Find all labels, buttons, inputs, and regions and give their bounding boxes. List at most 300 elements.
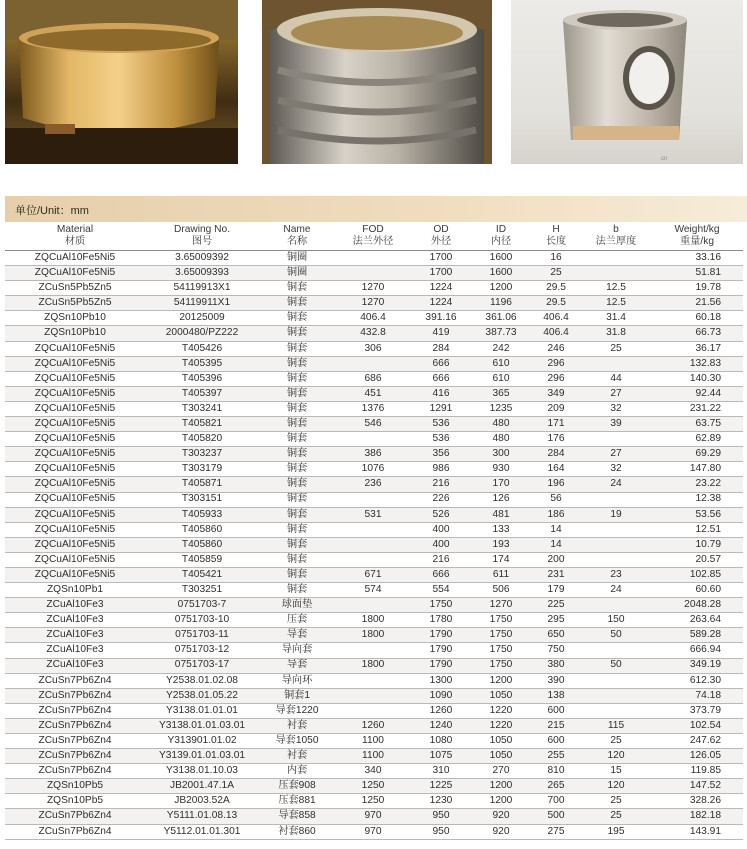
table-row — [5, 598, 743, 613]
cell-weight: 2048.28 — [651, 598, 743, 613]
cell-material: ZCuSn7Pb6Zn4 — [5, 718, 145, 733]
cell-name: 铜圈 — [259, 251, 335, 266]
cell-id: 133 — [471, 522, 531, 537]
cell-b: 27 — [581, 386, 651, 401]
cell-h: 246 — [531, 341, 581, 356]
cell-b: 24 — [581, 583, 651, 598]
cell-b: 50 — [581, 658, 651, 673]
cell-name: 铜套 — [259, 507, 335, 522]
table-row — [5, 718, 743, 733]
cell-weight: 263.64 — [651, 613, 743, 628]
cell-id: 610 — [471, 356, 531, 371]
cell-b — [581, 598, 651, 613]
cell-name: 铜套 — [259, 583, 335, 598]
cell-name: 铜套 — [259, 326, 335, 341]
cell-fod: 546 — [335, 417, 411, 432]
cell-name: 压套 — [259, 613, 335, 628]
cell-drawing-no: 54119913X1 — [145, 281, 259, 296]
cell-fod — [335, 251, 411, 266]
cell-drawing-no: Y3138.01.01.03.01 — [145, 718, 259, 733]
cell-drawing-no: JB2003.52A — [145, 794, 259, 809]
cell-material: ZQCuAl10Fe5Ni5 — [5, 371, 145, 386]
cell-b: 44 — [581, 371, 651, 386]
cell-fod: 406.4 — [335, 311, 411, 326]
cell-h: 215 — [531, 718, 581, 733]
table-row — [5, 749, 743, 764]
table-row — [5, 477, 743, 492]
cell-b: 32 — [581, 401, 651, 416]
cell-name: 压套881 — [259, 794, 335, 809]
cell-fod — [335, 688, 411, 703]
cell-drawing-no: 3.65009393 — [145, 266, 259, 281]
table-row — [5, 281, 743, 296]
cell-od: 1225 — [411, 779, 471, 794]
cell-material: ZCuAl10Fe3 — [5, 643, 145, 658]
cell-id: 387.73 — [471, 326, 531, 341]
cell-h: 196 — [531, 477, 581, 492]
cell-weight: 74.18 — [651, 688, 743, 703]
cell-h: 200 — [531, 552, 581, 567]
cell-weight: 12.38 — [651, 492, 743, 507]
table-row — [5, 809, 743, 824]
cell-fod — [335, 673, 411, 688]
cell-b — [581, 688, 651, 703]
cell-material: ZQCuAl10Fe5Ni5 — [5, 522, 145, 537]
header-id: ID 内径 — [471, 222, 531, 251]
cell-h: 295 — [531, 613, 581, 628]
cell-b: 115 — [581, 718, 651, 733]
table-row — [5, 492, 743, 507]
cell-fod: 236 — [335, 477, 411, 492]
cell-id: 1220 — [471, 703, 531, 718]
cell-weight: 51.81 — [651, 266, 743, 281]
cell-fod: 306 — [335, 341, 411, 356]
cell-h: 56 — [531, 492, 581, 507]
cell-drawing-no: T303241 — [145, 401, 259, 416]
cell-name: 铜套 — [259, 537, 335, 552]
cell-fod: 686 — [335, 371, 411, 386]
cell-drawing-no: 2000480/PZ222 — [145, 326, 259, 341]
cell-weight: 10.79 — [651, 537, 743, 552]
cell-drawing-no: 20125009 — [145, 311, 259, 326]
cell-name: 铜套 — [259, 447, 335, 462]
cell-h: 500 — [531, 809, 581, 824]
cell-fod: 1260 — [335, 718, 411, 733]
cell-weight: 589.28 — [651, 628, 743, 643]
cell-weight: 119.85 — [651, 764, 743, 779]
cell-h: 600 — [531, 703, 581, 718]
cell-b: 31.4 — [581, 311, 651, 326]
cell-name: 铜套 — [259, 462, 335, 477]
cell-drawing-no: T303237 — [145, 447, 259, 462]
cell-fod: 1250 — [335, 794, 411, 809]
cell-name: 导向套 — [259, 643, 335, 658]
cell-name: 铜套 — [259, 311, 335, 326]
cell-material: ZQCuAl10Fe5Ni5 — [5, 477, 145, 492]
cell-b — [581, 266, 651, 281]
cell-od: 1291 — [411, 401, 471, 416]
cell-h: 255 — [531, 749, 581, 764]
cell-b: 195 — [581, 824, 651, 839]
cell-drawing-no: Y5111.01.08.13 — [145, 809, 259, 824]
cell-id: 920 — [471, 809, 531, 824]
cell-h: 25 — [531, 266, 581, 281]
cell-material: ZCuAl10Fe3 — [5, 613, 145, 628]
cell-fod: 1376 — [335, 401, 411, 416]
cell-od: 216 — [411, 552, 471, 567]
cell-name: 铜套 — [259, 492, 335, 507]
cell-od: 1700 — [411, 251, 471, 266]
cell-od: 1224 — [411, 296, 471, 311]
cell-b — [581, 673, 651, 688]
cell-b — [581, 251, 651, 266]
cell-weight: 132.83 — [651, 356, 743, 371]
cell-od: 986 — [411, 462, 471, 477]
cell-h: 265 — [531, 779, 581, 794]
cell-material: ZQCuAl10Fe5Ni5 — [5, 266, 145, 281]
table-row — [5, 688, 743, 703]
table-row — [5, 432, 743, 447]
cell-drawing-no: 0751703-12 — [145, 643, 259, 658]
cell-id: 1200 — [471, 779, 531, 794]
photo-flanged-sleeve — [262, 0, 492, 164]
cell-h: 700 — [531, 794, 581, 809]
cell-od: 666 — [411, 356, 471, 371]
table-row — [5, 386, 743, 401]
cell-id: 930 — [471, 462, 531, 477]
cell-od: 536 — [411, 417, 471, 432]
cell-weight: 143.91 — [651, 824, 743, 839]
cell-material: ZCuAl10Fe3 — [5, 598, 145, 613]
table-row — [5, 613, 743, 628]
cell-b: 25 — [581, 734, 651, 749]
cell-b — [581, 552, 651, 567]
table-row — [5, 764, 743, 779]
cell-id: 610 — [471, 371, 531, 386]
cell-weight: 373.79 — [651, 703, 743, 718]
cell-drawing-no: T405421 — [145, 567, 259, 582]
cell-id: 1200 — [471, 281, 531, 296]
table-row — [5, 567, 743, 582]
cell-material: ZQCuAl10Fe5Ni5 — [5, 492, 145, 507]
cell-name: 铜套 — [259, 522, 335, 537]
table-header-row — [5, 222, 743, 251]
cell-id: 1750 — [471, 613, 531, 628]
cell-h: 406.4 — [531, 311, 581, 326]
cell-id: 193 — [471, 537, 531, 552]
cell-weight: 666.94 — [651, 643, 743, 658]
cell-id: 270 — [471, 764, 531, 779]
cell-h: 14 — [531, 522, 581, 537]
cell-weight: 23.22 — [651, 477, 743, 492]
cell-fod — [335, 522, 411, 537]
cell-b — [581, 537, 651, 552]
cell-od: 400 — [411, 522, 471, 537]
header-drawing-no: Drawing No. 图号 — [145, 222, 259, 251]
cell-weight: 60.18 — [651, 311, 743, 326]
cell-drawing-no: T303151 — [145, 492, 259, 507]
cell-drawing-no: T405395 — [145, 356, 259, 371]
cell-od: 310 — [411, 764, 471, 779]
cell-name: 导套1050 — [259, 734, 335, 749]
table-row — [5, 734, 743, 749]
cell-material: ZQCuAl10Fe5Ni5 — [5, 356, 145, 371]
cell-material: ZQCuAl10Fe5Ni5 — [5, 341, 145, 356]
table-row — [5, 462, 743, 477]
cell-b: 31.8 — [581, 326, 651, 341]
cell-h: 390 — [531, 673, 581, 688]
cell-fod: 1100 — [335, 749, 411, 764]
cell-h: 406.4 — [531, 326, 581, 341]
cell-h: 296 — [531, 356, 581, 371]
cell-id: 1600 — [471, 266, 531, 281]
table-row — [5, 447, 743, 462]
cell-h: 600 — [531, 734, 581, 749]
cell-fod — [335, 537, 411, 552]
cell-od: 1224 — [411, 281, 471, 296]
cell-od: 391.16 — [411, 311, 471, 326]
cell-drawing-no: Y3138.01.01.01 — [145, 703, 259, 718]
cell-weight: 147.52 — [651, 779, 743, 794]
cell-h: 231 — [531, 567, 581, 582]
cell-name: 衬套 — [259, 749, 335, 764]
cell-fod: 671 — [335, 567, 411, 582]
cell-od: 1300 — [411, 673, 471, 688]
cell-b: 25 — [581, 341, 651, 356]
cell-material: ZQCuAl10Fe5Ni5 — [5, 507, 145, 522]
cell-b: 120 — [581, 749, 651, 764]
cell-name: 衬套860 — [259, 824, 335, 839]
cell-fod: 574 — [335, 583, 411, 598]
cell-material: ZQSn10Pb1 — [5, 583, 145, 598]
cell-weight: 231.22 — [651, 401, 743, 416]
cell-name: 内套 — [259, 764, 335, 779]
cell-b: 12.5 — [581, 296, 651, 311]
cell-od: 216 — [411, 477, 471, 492]
cell-drawing-no: T405397 — [145, 386, 259, 401]
cell-od: 1090 — [411, 688, 471, 703]
cell-id: 506 — [471, 583, 531, 598]
cell-od: 419 — [411, 326, 471, 341]
cell-weight: 140.30 — [651, 371, 743, 386]
cell-b: 120 — [581, 779, 651, 794]
cell-b: 39 — [581, 417, 651, 432]
cell-fod — [335, 703, 411, 718]
cell-od: 1790 — [411, 658, 471, 673]
cell-weight: 69.29 — [651, 447, 743, 462]
cell-weight: 12.51 — [651, 522, 743, 537]
cell-id: 1196 — [471, 296, 531, 311]
cell-h: 171 — [531, 417, 581, 432]
cell-id: 126 — [471, 492, 531, 507]
product-photos — [0, 0, 747, 170]
cell-id: 1200 — [471, 794, 531, 809]
cell-material: ZCuAl10Fe3 — [5, 628, 145, 643]
cell-material: ZQCuAl10Fe5Ni5 — [5, 462, 145, 477]
cell-id: 1270 — [471, 598, 531, 613]
cell-h: 380 — [531, 658, 581, 673]
cell-fod: 340 — [335, 764, 411, 779]
cell-id: 174 — [471, 552, 531, 567]
cell-b: 15 — [581, 764, 651, 779]
cell-id: 1750 — [471, 643, 531, 658]
cell-weight: 328.26 — [651, 794, 743, 809]
cell-name: 铜套 — [259, 296, 335, 311]
cell-weight: 21.56 — [651, 296, 743, 311]
cell-name: 球面垫 — [259, 598, 335, 613]
table-row — [5, 341, 743, 356]
cell-id: 1600 — [471, 251, 531, 266]
cell-material: ZCuSn7Pb6Zn4 — [5, 764, 145, 779]
table-row — [5, 522, 743, 537]
cell-material: ZCuSn7Pb6Zn4 — [5, 703, 145, 718]
cell-fod: 432.8 — [335, 326, 411, 341]
cell-name: 铜套 — [259, 281, 335, 296]
unit-label: 单位/Unit：mm — [15, 205, 89, 217]
cell-h: 349 — [531, 386, 581, 401]
cell-h: 176 — [531, 432, 581, 447]
bushing-spec-table — [5, 222, 743, 840]
cell-od: 950 — [411, 809, 471, 824]
cell-material: ZQCuAl10Fe5Ni5 — [5, 432, 145, 447]
cell-weight: 612.30 — [651, 673, 743, 688]
unit-bar — [5, 196, 747, 222]
header-name: Name 名称 — [259, 222, 335, 251]
cell-b — [581, 703, 651, 718]
cell-id: 1050 — [471, 688, 531, 703]
cell-fod: 1270 — [335, 281, 411, 296]
cell-id: 1200 — [471, 673, 531, 688]
cell-fod — [335, 432, 411, 447]
cell-material: ZQCuAl10Fe5Ni5 — [5, 567, 145, 582]
cell-fod: 451 — [335, 386, 411, 401]
cell-material: ZCuSn5Pb5Zn5 — [5, 281, 145, 296]
cell-name: 铜套 — [259, 477, 335, 492]
cell-name: 铜圈 — [259, 266, 335, 281]
cell-drawing-no: T405860 — [145, 537, 259, 552]
cell-fod: 1270 — [335, 296, 411, 311]
cell-fod — [335, 356, 411, 371]
cell-material: ZQSn10Pb10 — [5, 326, 145, 341]
table-row — [5, 326, 743, 341]
cell-h: 284 — [531, 447, 581, 462]
cell-h: 186 — [531, 507, 581, 522]
cell-material: ZCuSn7Pb6Zn4 — [5, 749, 145, 764]
header-material: Material 材质 — [5, 222, 145, 251]
cell-drawing-no: T303251 — [145, 583, 259, 598]
cell-material: ZCuSn7Pb6Zn4 — [5, 734, 145, 749]
cell-name: 导套858 — [259, 809, 335, 824]
cell-fod — [335, 598, 411, 613]
cell-h: 14 — [531, 537, 581, 552]
cell-od: 1260 — [411, 703, 471, 718]
cell-b: 25 — [581, 809, 651, 824]
cell-name: 铜套 — [259, 417, 335, 432]
cell-od: 950 — [411, 824, 471, 839]
cell-material: ZCuSn7Pb6Zn4 — [5, 688, 145, 703]
table-row — [5, 794, 743, 809]
cell-b — [581, 432, 651, 447]
cell-material: ZQCuAl10Fe5Ni5 — [5, 447, 145, 462]
cell-drawing-no: Y3138.01.10.03 — [145, 764, 259, 779]
cell-material: ZCuSn7Pb6Zn4 — [5, 824, 145, 839]
cell-b: 23 — [581, 567, 651, 582]
cell-name: 导套1220 — [259, 703, 335, 718]
cell-h: 650 — [531, 628, 581, 643]
cell-h: 179 — [531, 583, 581, 598]
cell-od: 554 — [411, 583, 471, 598]
cell-material: ZQCuAl10Fe5Ni5 — [5, 386, 145, 401]
cell-b: 19 — [581, 507, 651, 522]
table-row — [5, 251, 743, 266]
cell-material: ZCuSn7Pb6Zn4 — [5, 673, 145, 688]
cell-h: 209 — [531, 401, 581, 416]
cell-weight: 182.18 — [651, 809, 743, 824]
header-weight: Weight/kg 重量/kg — [651, 222, 743, 251]
table-row — [5, 628, 743, 643]
cell-fod: 1800 — [335, 628, 411, 643]
cell-material: ZQCuAl10Fe5Ni5 — [5, 401, 145, 416]
cell-od: 284 — [411, 341, 471, 356]
cell-name: 铜套 — [259, 432, 335, 447]
cell-weight: 20.57 — [651, 552, 743, 567]
cell-id: 361.06 — [471, 311, 531, 326]
cell-drawing-no: 0751703-7 — [145, 598, 259, 613]
table-row — [5, 266, 743, 281]
cell-weight: 102.85 — [651, 567, 743, 582]
cell-od: 1230 — [411, 794, 471, 809]
cell-weight: 53.56 — [651, 507, 743, 522]
table-row — [5, 552, 743, 567]
cell-drawing-no: Y313901.01.02 — [145, 734, 259, 749]
cell-b — [581, 492, 651, 507]
cell-material: ZCuAl10Fe3 — [5, 658, 145, 673]
cell-h: 296 — [531, 371, 581, 386]
cell-drawing-no: JB2001.47.1A — [145, 779, 259, 794]
cell-fod: 1076 — [335, 462, 411, 477]
cell-material: ZQCuAl10Fe5Ni5 — [5, 251, 145, 266]
cell-id: 1050 — [471, 749, 531, 764]
cell-id: 242 — [471, 341, 531, 356]
cell-weight: 33.16 — [651, 251, 743, 266]
cell-fod: 386 — [335, 447, 411, 462]
cell-material: ZCuSn5Pb5Zn5 — [5, 296, 145, 311]
cell-id: 300 — [471, 447, 531, 462]
cell-material: ZQSn10Pb5 — [5, 779, 145, 794]
cell-b: 25 — [581, 794, 651, 809]
cell-od: 400 — [411, 537, 471, 552]
photo-machined-sleeve — [511, 0, 743, 164]
cell-h: 810 — [531, 764, 581, 779]
cell-name: 铜套 — [259, 341, 335, 356]
cell-name: 铜套 — [259, 552, 335, 567]
cell-name: 铜套 — [259, 386, 335, 401]
cell-name: 压套908 — [259, 779, 335, 794]
cell-id: 170 — [471, 477, 531, 492]
table-row — [5, 401, 743, 416]
table-body — [5, 251, 743, 840]
cell-b — [581, 522, 651, 537]
cell-name: 铜套1 — [259, 688, 335, 703]
cell-name: 铜套 — [259, 371, 335, 386]
cell-od: 526 — [411, 507, 471, 522]
cell-drawing-no: 0751703-10 — [145, 613, 259, 628]
cell-drawing-no: 0751703-17 — [145, 658, 259, 673]
cell-weight: 126.05 — [651, 749, 743, 764]
header-od: OD 外径 — [411, 222, 471, 251]
cell-fod — [335, 492, 411, 507]
cell-fod: 970 — [335, 809, 411, 824]
